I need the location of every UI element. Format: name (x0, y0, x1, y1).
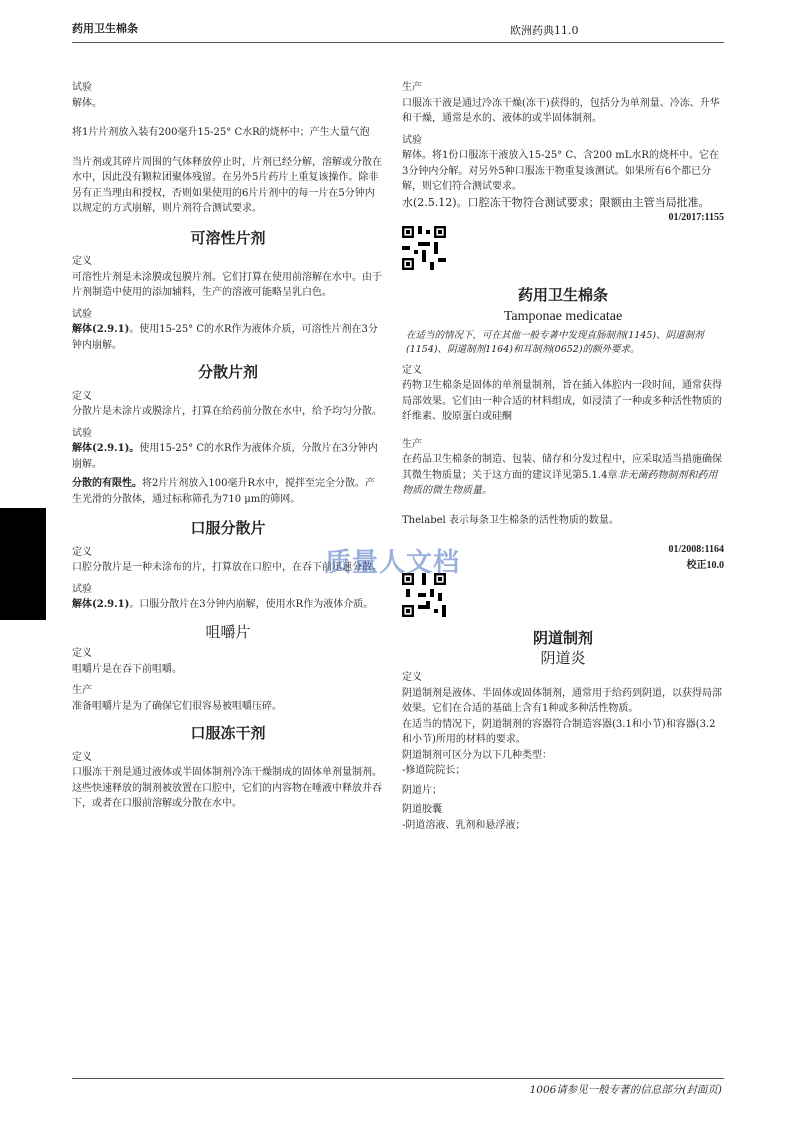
vag-type-3: 阴道胶囊 (402, 804, 442, 815)
oral-lyophilisate-title: 口服冻干剂 (190, 724, 266, 742)
odt-test-bold: 解体(2.9.1) (72, 599, 130, 610)
effervescent-para-2: 当片剂或其碎片周围的气体释放停止时，片剂已经分解，溶解或分散在水中，因此没有颗粒团聚体残留。在另外5片药片上重复该操作。除非另有正当理由和授权，否则如果使用的6片片剂中的每一片在5分钟内以规定的方式崩解，则片剂符合测试要求。 (72, 156, 382, 214)
page-footer: 1006请参见一般专著的信息部分(封面页) (529, 1084, 722, 1096)
disp-fine-text: 将2片片剂放入100毫升R水中，搅拌至完全分散。产生光滑的分散体，通过标称筛孔为710 μm的筛网。 (72, 478, 375, 505)
tampon-prod-italic: 非无菌药物制剂和药用物质的微生物质量。 (402, 469, 718, 496)
monograph-ref-1164: 01/2008:1164 (668, 544, 724, 555)
header-rule (72, 42, 724, 43)
disp-def: 分散片是未涂片或膜涂片，打算在给药前分散在水中，给予均匀分散。 (72, 406, 382, 417)
tampon-def-label: 定义 (402, 364, 422, 376)
vag-type-4: -阴道溶液、乳剂和悬浮液； (402, 819, 526, 831)
tampon-prod (402, 452, 724, 499)
disp-def-label: 定义 (72, 390, 92, 402)
soluble-title: 可溶性片剂 (190, 228, 266, 247)
vaginal-subtitle: 阴道炎 (540, 648, 586, 667)
qr-code-1 (402, 226, 446, 270)
chew-prod-label: 生产 (72, 685, 92, 696)
tampon-prod-text: 在药品卫生棉条的制造、包装、储存和分发过程中，应采取适当措施确保其微生物质量；关于这方面的建议详见第5.1.4章 (402, 454, 722, 481)
watermark: 质量人文档 (325, 548, 461, 578)
odt-def: 口腔分散片是一种未涂布的片，打算放在口腔中，在吞下前迅速分散。 (72, 562, 382, 573)
right-column (402, 80, 724, 833)
odt-test (72, 597, 384, 613)
vag-type-2: 阴道片； (402, 784, 442, 796)
tampon-title: 药用卫生棉条 (517, 285, 608, 304)
vag-def-label: 定义 (402, 672, 422, 683)
test-label: 试验 (72, 82, 92, 93)
tampon-note: 在适当的情况下，可在其他一般专著中发现直肠制剂(1145)、阴道制剂(1154)、阴道制剂1164)和耳制剂(0652)的额外要求。 (406, 329, 704, 355)
tampon-prod-label: 生产 (402, 438, 422, 450)
odt-def-label: 定义 (72, 546, 92, 558)
vag-def: 阴道制剂是液体、半固体或固体制剂，通常用于给药到阴道，以获得局部效果。它们在合适的基础上含有1种或多种活性物质。 (402, 687, 722, 714)
soluble-test-text: 。使用15-25° C的水R作为液体介质，可溶性片剂在3分钟内崩解。 (72, 324, 378, 351)
tampon-latin-title: Tamponae medicatae (503, 309, 623, 324)
soluble-test-bold: 解体(2.9.1) (72, 324, 130, 335)
lyo-def-label: 定义 (72, 751, 92, 763)
effervescent-para-1: 将1片片剂放入装有200毫升15-25° C水R的烧杯中；产生大量气泡 (72, 127, 370, 138)
chew-def-label: 定义 (72, 648, 92, 659)
monograph-ref-1155: 01/2017:1155 (668, 212, 724, 223)
lyo-prod-label: 生产 (402, 82, 422, 93)
lyo-test: 解体。将1份口服冻干液放入15-25° C、含200 mL水R的烧杯中。它在3分钟内分解。对另外5种口服冻干物重复该测试。如果所有6个都已分解，则它们符合测试要求。 (402, 150, 719, 192)
running-header-edition: 欧洲药典11.0 (510, 24, 579, 37)
soluble-def: 可溶性片剂是未涂膜或包膜片剂。它们打算在使用前溶解在水中。由于片剂制造中使用的添加辅料，生产的溶液可能略呈乳白色。 (72, 271, 382, 298)
correction-note: 校正10.0 (686, 559, 724, 571)
chew-def: 咀嚼片是在吞下前咀嚼。 (72, 663, 182, 675)
tampon-def: 药物卫生棉条是固体的单剂量制剂，旨在插入体腔内一段时间，通常获得局部效果。它们由一种合适的材料组成，如浸渍了一种或多种活性物质的纤维素、胶原蛋白或硅酮 (402, 380, 722, 422)
chewable-title: 咀嚼片 (205, 622, 251, 641)
left-column (72, 80, 384, 812)
vaginal-title: 阴道制剂 (532, 629, 593, 647)
disp-test-label: 试验 (72, 427, 92, 439)
disp-test (72, 441, 384, 472)
vag-types: 阴道制剂可区分为以下几种类型： (402, 749, 552, 761)
lyo-prod: 口服冻干液是通过冷冻干燥(冻干)获得的，包括分为单剂量、冷冻、升华和干燥，通常是水的、液体的或半固体制剂。 (402, 97, 720, 124)
chew-prod: 准备咀嚼片是为了确保它们很容易被咀嚼压碎。 (72, 700, 282, 712)
odt-test-label: 试验 (72, 583, 92, 595)
lyo-def: 口服冻干剂是通过液体或半固体制剂冷冻干燥制成的固体单剂量制剂。这些快速释放的制剂被放置在口腔中，它们的内容物在唾液中释放并吞下，或者在口服前溶解或分散在水中。 (72, 767, 382, 809)
soluble-def-label: 定义 (72, 256, 92, 267)
footer-rule (72, 1078, 724, 1079)
vag-def-2: 在适当的情况下，阴道制剂的容器符合制造容器(3.1和小节)和容器(3.2和小节)所用的材料的要求。 (402, 718, 716, 745)
lyo-test-label: 试验 (402, 134, 422, 146)
running-header-title: 药用卫生棉条 (72, 22, 138, 35)
soluble-test (72, 322, 384, 353)
disp-test-text: 使用15-25° C的水R作为液体介质，分散片在3分钟内崩解。 (72, 443, 378, 470)
disint-label: 解体。 (72, 97, 102, 109)
tampon-labelling: Thelabel 表示每条卫生棉条的活性物质的数量。 (402, 514, 619, 526)
vag-type-1: -修道院院长； (402, 765, 466, 776)
dispersible-title: 分散片剂 (197, 363, 258, 381)
disp-fine-bold: 分散的有限性。 (72, 478, 142, 489)
lyo-water: 水(2.5.12)。口腔冻干物符合测试要求；限额由主管当局批准。 (402, 195, 710, 209)
odt-test-text: 。口服分散片在3分钟内崩解，使用水R作为液体介质。 (129, 599, 374, 610)
orodispersible-title: 口服分散片 (190, 519, 266, 537)
thumb-tab (0, 508, 46, 620)
disp-test-bold: 解体(2.9.1)。 (72, 443, 140, 454)
disp-fineness (72, 476, 384, 507)
soluble-test-label: 试验 (72, 308, 92, 320)
